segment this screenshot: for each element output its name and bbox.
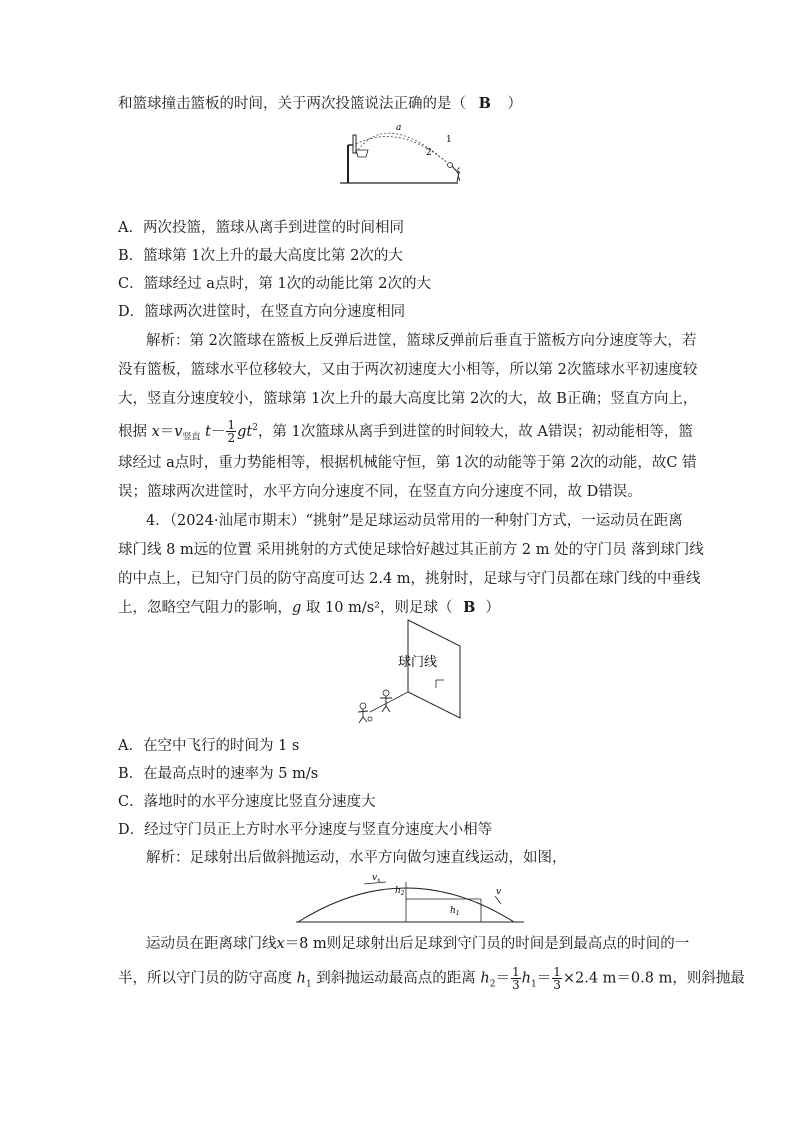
fraction-2 — [552, 966, 562, 991]
q3-answer: B — [478, 95, 491, 112]
var-h1: h — [296, 970, 306, 987]
text: 根据 — [118, 423, 147, 440]
eq: ＝ — [159, 423, 175, 440]
q4-answer: B — [463, 599, 476, 616]
var-t: t — [205, 423, 211, 440]
eq: ＝ — [536, 970, 552, 987]
q4-stem-l2: 球门线 8 m远的位置 采用挑射的方式使足球恰好越过其正前方 2 m 处的守门员 落到球门线 — [118, 542, 704, 558]
sub: 2 — [489, 979, 496, 990]
den: 2 — [227, 431, 236, 446]
eq: ＝ — [495, 970, 510, 987]
text: 运动员在距离球门线 — [146, 936, 277, 952]
basketball-figure — [340, 120, 460, 190]
q4-option-b: B．在最高点时的速率为 5 m/s — [118, 766, 319, 782]
backboard — [353, 135, 356, 153]
sub: 1 — [530, 979, 537, 990]
q4-option-c: C．落地时的水平分速度比竖直分速度大 — [118, 794, 376, 810]
ball — [448, 163, 453, 168]
text: 半，所以守门员的防守高度 — [118, 970, 292, 987]
q4-option-d: D．经过守门员正上方时水平分速度与竖直分速度大小相等 — [118, 822, 493, 838]
var-x: x — [276, 936, 285, 952]
q4-analysis-l2 — [146, 934, 689, 954]
den: 3 — [553, 978, 561, 992]
minus: － — [210, 423, 226, 440]
label-2: 2 — [426, 148, 432, 158]
text: ＝8 m则足球射出后足球到守门员的时间是到最高点的时间的一 — [284, 936, 690, 952]
text: 上，忽略空气阻力的影响， — [118, 600, 292, 616]
var-g: g — [292, 600, 302, 616]
goalkeeper-body — [380, 696, 392, 712]
text: ，第 1次篮球从离手到进筐的时间较大，故 A错误；初动能相等，篮 — [257, 423, 693, 440]
q3-analysis-l4 — [118, 418, 693, 448]
q3-close: ） — [507, 96, 522, 112]
goal-line-label: 球门线 — [398, 655, 438, 670]
var-h1: h — [521, 970, 531, 987]
ground-line — [370, 692, 408, 712]
fraction-1 — [511, 966, 521, 991]
q3-option-a: A．两次投篮，篮球从离手到进筐的时间相同 — [118, 220, 404, 236]
q3-option-b: B．篮球第 1次上升的最大高度比第 2次的大 — [118, 248, 403, 264]
q3-option-d: D．篮球两次进筐时，在竖直方向分速度相同 — [118, 304, 406, 320]
num: 1 — [227, 418, 236, 433]
q3-analysis-l3: 大，竖直分速度较小，篮球第 1次上升的最大高度比第 2次的大，故 B正确；竖直方向上， — [118, 391, 698, 407]
sup: 2 — [252, 423, 258, 433]
q3-stem — [118, 94, 522, 114]
ball — [368, 717, 372, 721]
sub: 竖直 — [182, 432, 201, 443]
soccer-figure — [350, 618, 470, 728]
q4-analysis-l1: 解析：足球射出后做斜抛运动，水平方向做匀速直线运动，如图， — [146, 850, 567, 866]
label-a: a — [396, 123, 402, 133]
q3-analysis-l2: 没有篮板，篮球水平位移较大，又由于两次初速度大小相等，所以第 2次篮球水平初速度较 — [118, 362, 698, 378]
q3-analysis-l6: 误；篮球两次进筐时，水平方向分速度不同，在竖直方向分速度不同，故 D错误。 — [118, 484, 642, 500]
q4-stem-l3: 的中点上，已知守门员的防守高度可达 2.4 m，挑射时，足球与守门员都在球门线的中垂线 — [118, 571, 701, 587]
q3-analysis-l5: 球经过 a点时，重力势能相等，根据机械能守恒，第 1次的动能等于第 2次的动能，故C 错 — [118, 455, 697, 471]
text: ×2.4 m＝0.8 m，则斜抛最 — [562, 970, 745, 987]
text: 到斜抛运动最高点的距离 — [316, 970, 476, 987]
q4-analysis-l3 — [118, 966, 745, 994]
num: 1 — [553, 965, 561, 979]
basket-net — [356, 150, 368, 157]
num: 1 — [511, 965, 520, 979]
q4-stem-l1: 4．（2024·汕尾市期末）“挑射”是足球运动员常用的一种射门方式，一运动员在距离 — [146, 513, 683, 529]
trajectory-2 — [356, 137, 450, 165]
var-x: x — [151, 423, 160, 440]
q4-stem-l4 — [118, 598, 500, 618]
label-vx: $v_x$ — [372, 873, 381, 884]
var-v: v — [174, 423, 183, 440]
label-h2: $h_2$ — [395, 886, 405, 897]
label-h1: $h_1$ — [450, 906, 460, 917]
var-gt: gt — [237, 423, 253, 440]
text: 取 10 m/s²，则足球（ — [301, 600, 453, 616]
fraction — [226, 419, 236, 444]
den: 3 — [511, 978, 520, 992]
q4-option-a: A．在空中飞行的时间为 1 s — [118, 738, 300, 754]
close: ） — [485, 600, 500, 616]
v-arrow — [495, 896, 501, 904]
trajectory-figure — [296, 868, 526, 924]
label-1: 1 — [446, 135, 452, 145]
player-head — [360, 703, 366, 709]
q3-stem-text: 和篮球撞击篮板的时间，关于两次投篮说法正确的是（ — [118, 96, 466, 112]
sub: 1 — [305, 979, 312, 990]
player-head — [458, 168, 460, 172]
label-v: v — [496, 887, 502, 897]
player-body — [358, 709, 368, 723]
goalkeeper-head — [383, 690, 389, 696]
var-h2: h — [480, 970, 490, 987]
q3-option-c: C．篮球经过 a点时，第 1次的动能比第 2次的大 — [118, 276, 432, 292]
q3-analysis-l1: 解析：第 2次篮球在篮板上反弹后进筐，篮球反弹前后垂直于篮板方向分速度等大，若 — [146, 333, 697, 349]
